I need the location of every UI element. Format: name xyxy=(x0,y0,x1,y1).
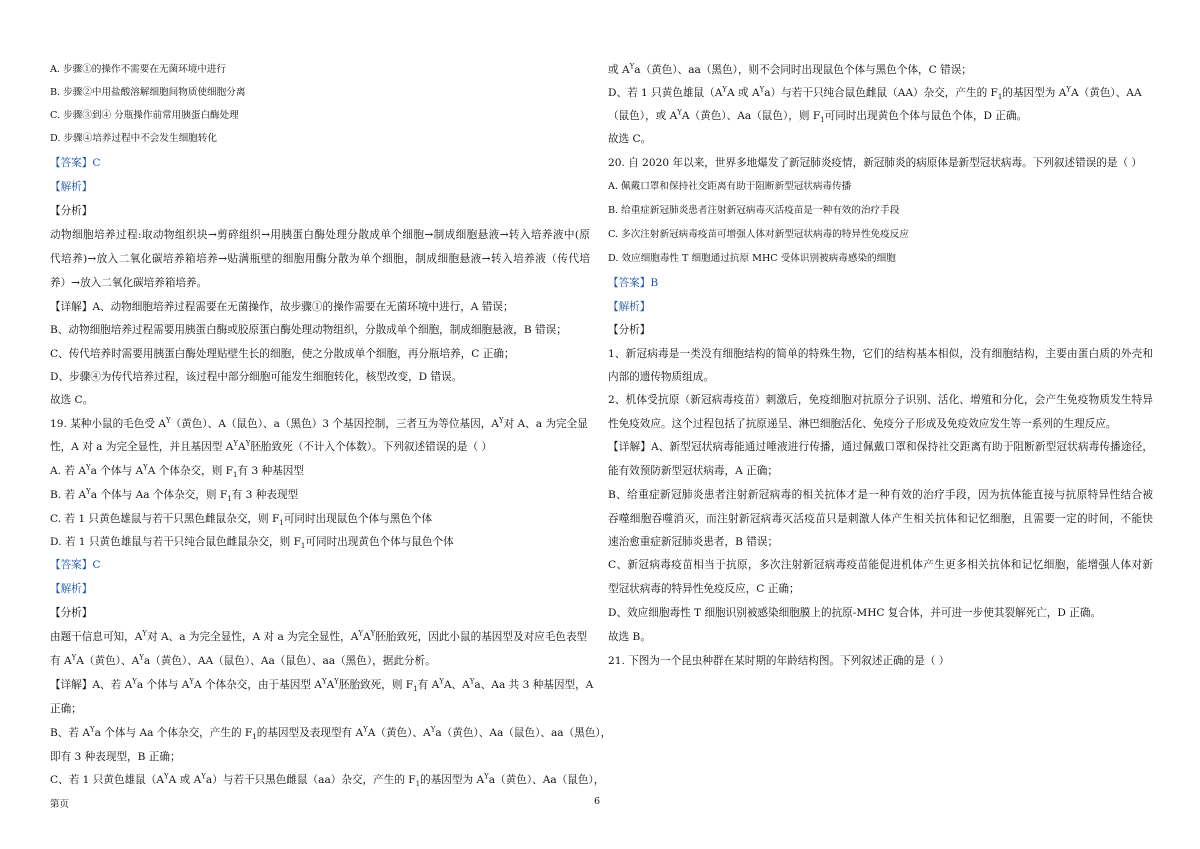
q20-stem: 20. 自 2020 年以来，世界多地爆发了新冠肺炎疫情，新冠肺炎的病原体是新型冠状病毒。下列叙述错误的是（ ） xyxy=(608,157,1142,169)
detail-text: D、步骤④为传代培养过程，该过程中部分细胞可能发生细胞转化，核型改变，D 错误。 xyxy=(50,371,463,383)
conclusion-text: 故选 C。 xyxy=(50,394,94,406)
analysis-text: 养）→放入二氧化碳培养箱培养。 xyxy=(50,277,208,289)
analysis-label: 【分析】 xyxy=(50,607,93,619)
explanation-label: 【解析】 xyxy=(50,181,93,193)
footer-label: 第页 xyxy=(50,799,70,810)
detail-text: 型冠状病毒的特异性免疫反应，C 正确； xyxy=(608,583,800,595)
q19-option-d: D. 若 1 只黄色雄鼠与若干只纯合鼠色雌鼠杂交，则 $F_1$可同时出现黄色个体与鼠色个体 xyxy=(50,536,454,551)
detail-text: C、若 1 只黄色雄鼠（$A^YA$ 或 $A^Ya$）与若干只黑色雌鼠（aa）杂交，产生的 $F_1$的基因型为 $A^Ya$（黄色）、Aa（鼠色）， xyxy=(50,772,605,789)
analysis-text: 内部的遗传物质组成。 xyxy=(608,371,714,383)
analysis-text: 动物细胞培养过程:取动物组织块→剪碎组织→用胰蛋白酶处理分散成单个细胞→制成细胞悬液→转入培养液中(原 xyxy=(50,229,590,241)
q21-stem: 21. 下图为一个昆虫种群在某时期的年龄结构图。下列叙述正确的是（ ） xyxy=(608,655,950,667)
detail-text: 吞噬细胞吞噬消灭，而注射新冠病毒灭活疫苗只是刺激人体产生相关抗体和记忆细胞，且需要一定的时间，不能快 xyxy=(608,513,1153,525)
q18-option-c: C. 步骤③到④ 分瓶操作前常用胰蛋白酶处理 xyxy=(50,110,239,121)
q19-option-c: C. 若 1 只黄色雄鼠与若干只黑色雌鼠杂交，则 $F_1$可同时出现鼠色个体与黑色个体 xyxy=(50,513,433,528)
answer-label: 【答案】C xyxy=(50,559,101,571)
conclusion-text: 故选 B。 xyxy=(608,631,651,643)
analysis-label: 【分析】 xyxy=(50,205,93,217)
detail-text: C、新冠病毒疫苗相当于抗原，多次注射新冠病毒疫苗能促进机体产生更多相关抗体和记忆细胞，能增强人体对新 xyxy=(608,559,1153,571)
q20-option-b: B. 给重症新冠肺炎患者注射新冠病毒灭活疫苗是一种有效的治疗手段 xyxy=(608,205,900,216)
explanation-label: 【解析】 xyxy=(50,583,93,595)
detail-text: 或 $A^Ya$（黄色）、aa（黑色），则不会同时出现鼠色个体与黑色个体，C 错误； xyxy=(608,62,972,76)
analysis-label: 【分析】 xyxy=(608,324,651,336)
explanation-label: 【解析】 xyxy=(608,301,651,313)
analysis-text: 代培养)→放入二氧化碳培养箱培养→贴满瓶壁的细胞用酶分散为单个细胞，制成细胞悬液→转入培养液（传代培 xyxy=(50,253,590,265)
page-number: 6 xyxy=(594,796,601,807)
detail-text: B、若 $A^Ya$ 个体与 Aa 个体杂交，产生的 $F_1$的基因型及表现型有 $A^YA$（黄色）、$A^Ya$（黄色）、Aa（鼠色）、aa（黑色）， xyxy=(50,725,612,742)
detail-text: （鼠色），或 $A^YA$（黄色）、Aa（鼠色），则 $F_1$可同时出现黄色个体与鼠色个体，D 正确。 xyxy=(608,108,1028,125)
q18-option-a: A. 步骤①的操作不需要在无菌环境中进行 xyxy=(50,64,227,75)
detail-text: C、传代培养时需要用胰蛋白酶处理贴壁生长的细胞，使之分散成单个细胞，再分瓶培养，C 正确； xyxy=(50,348,515,360)
q19-stem: 性，A 对 a 为完全显性，并且基因型 $A^YA^Y$胚胎致死（不计入个体数）。下列叙述错误的是（ ） xyxy=(50,439,493,453)
q20-option-a: A. 佩戴口罩和保持社交距离有助于阻断新型冠状病毒传播 xyxy=(608,181,852,192)
detail-text: B、动物细胞培养过程需要用胰蛋白酶或胶原蛋白酶处理动物组织，分散成单个细胞，制成细胞悬液，B 错误； xyxy=(50,324,567,336)
analysis-text: 1、新冠病毒是一类没有细胞结构的简单的特殊生物，它们的结构基本相似，没有细胞结构，主要由蛋白质的外壳和 xyxy=(608,348,1153,360)
detail-text: 【详解】A、新型冠状病毒能通过唾液进行传播，通过佩戴口罩和保持社交距离有助于阻断新型冠状病毒传播途径， xyxy=(608,441,1153,453)
conclusion-text: 故选 C。 xyxy=(608,133,652,145)
q18-option-b: B. 步骤②中用盐酸溶解细胞间物质使细胞分离 xyxy=(50,87,246,98)
detail-text: D、效应细胞毒性 T 细胞识别被感染细胞膜上的抗原-MHC 复合体，并可进一步使其裂解死亡，D 正确。 xyxy=(608,607,1102,619)
detail-text: 【详解】A、若 $A^Ya$ 个体与 $A^YA$ 个体杂交，由于基因型 $A^YA^Y$胚胎致死，则 $F_1$有 $A^YA$、$A^Ya$、Aa 共 3 种基因型，A xyxy=(50,677,594,694)
analysis-text: 由题干信息可知，$A^Y$对 A、a 为完全显性，A 对 a 为完全显性，$A^YA^Y$胚胎致死，因此小鼠的基因型及对应毛色表型 xyxy=(50,629,588,643)
q19-option-b: B. 若 $A^Ya$ 个体与 Aa 个体杂交，则 $F_1$有 3 种表现型 xyxy=(50,487,299,504)
answer-label: 【答案】C xyxy=(50,157,101,169)
detail-text: B、给重症新冠肺炎患者注射新冠病毒的相关抗体才是一种有效的治疗手段，因为抗体能直接与抗原特异性结合被 xyxy=(608,489,1153,501)
detail-text: D、若 1 只黄色雄鼠（$A^YA$ 或 $A^Ya$）与若干只纯合鼠色雌鼠（AA）杂交，产生的 $F_1$的基因型为 $A^YA$（黄色）、AA xyxy=(608,85,1142,102)
detail-text: 即有 3 种表现型，B 正确； xyxy=(50,751,181,763)
q18-option-d: D. 步骤④培养过程中不会发生细胞转化 xyxy=(50,133,217,144)
q19-stem: 19. 某种小鼠的毛色受 $A^Y$（黄色）、A（鼠色）、a（黑色）3 个基因控制，三者互为等位基因，$A^Y$对 A、a 为完全显 xyxy=(50,416,588,430)
q19-option-a: A. 若 $A^Ya$ 个体与 $A^YA$ 个体杂交，则 $F_1$有 3 种基因型 xyxy=(50,463,304,480)
q20-option-c: C. 多次注射新冠病毒疫苗可增强人体对新型冠状病毒的特异性免疫反应 xyxy=(608,229,909,240)
detail-text: 能有效预防新型冠状病毒，A 正确； xyxy=(608,465,778,477)
answer-label: 【答案】B xyxy=(608,277,659,289)
detail-text: 【详解】A、动物细胞培养过程需要在无菌操作，故步骤①的操作需要在无菌环境中进行，A 错误； xyxy=(50,301,514,313)
detail-text: 正确； xyxy=(50,703,82,715)
analysis-text: 有 $A^YA$（黄色）、$A^Ya$（黄色）、AA（鼠色）、Aa（鼠色）、aa（黑色），据此分析。 xyxy=(50,653,436,667)
analysis-text: 性免疫效应。这个过程包括了抗原递呈、淋巴细胞活化、免疫分子形成及免疫效应发生等一系列的生理反应。 xyxy=(608,418,1117,430)
analysis-text: 2、机体受抗原（新冠病毒疫苗）刺激后，免疫细胞对抗原分子识别、活化、增殖和分化，会产生免疫物质发生特异 xyxy=(608,394,1153,406)
detail-text: 速治愈重症新冠肺炎患者，B 错误； xyxy=(608,536,779,548)
q20-option-d: D. 效应细胞毒性 T 细胞通过抗原 MHC 受体识别被病毒感染的细胞 xyxy=(608,253,896,264)
